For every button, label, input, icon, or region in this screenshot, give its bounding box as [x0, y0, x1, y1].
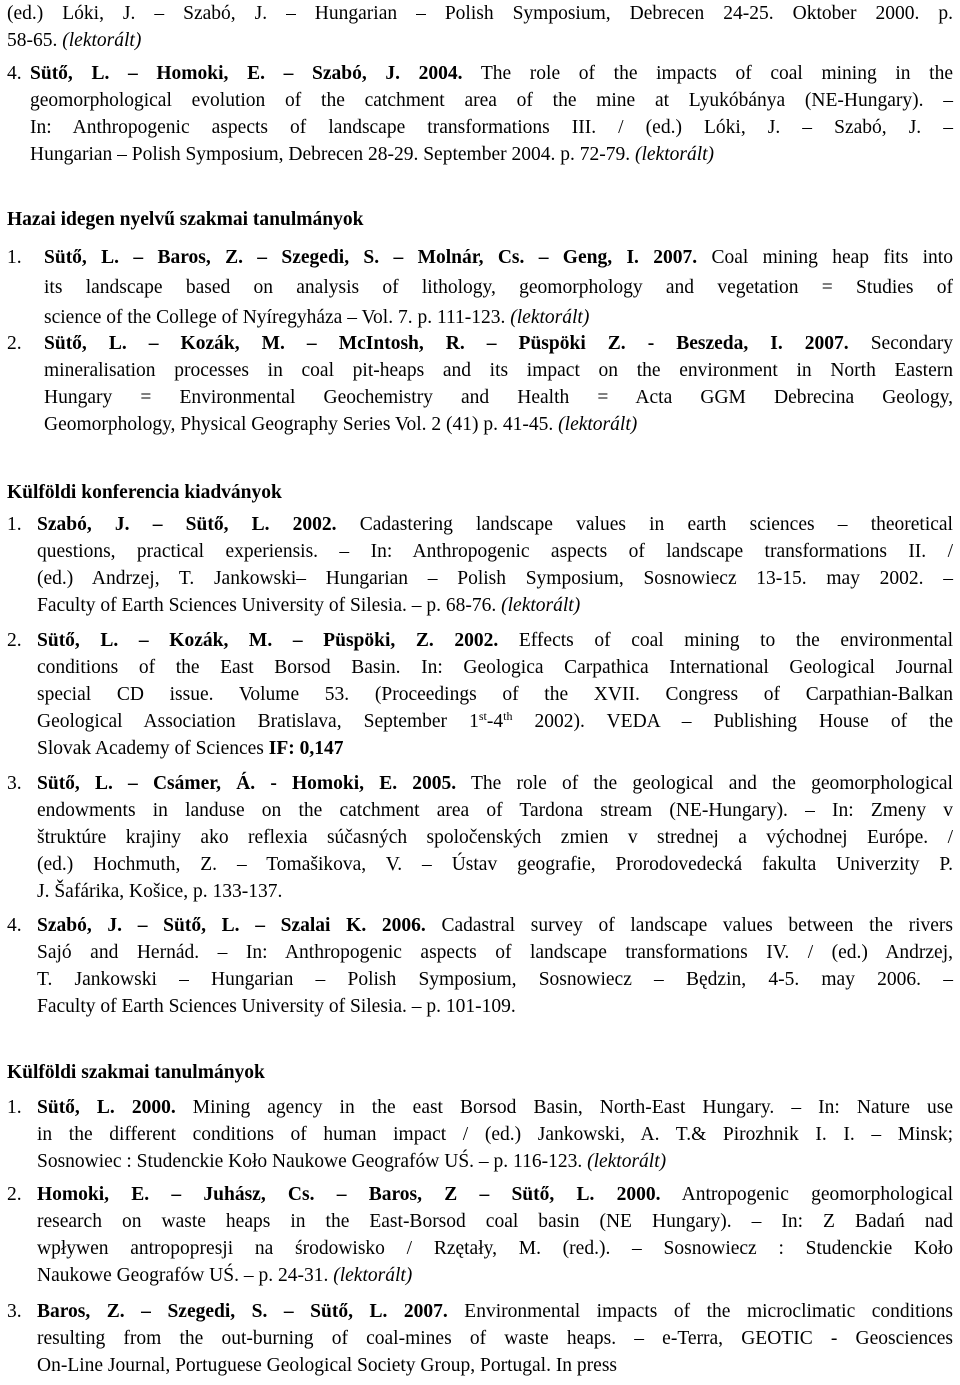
entry-authors: Sütő, L. 2000. — [37, 1097, 176, 1118]
text: Cadastral survey of landscape values between the rivers — [425, 915, 953, 936]
s1-item2-line-2: mineralisation processes in coal pit-heaps and its impact on the environment in North Eastern — [44, 360, 953, 381]
s2-item4-line-1 — [37, 916, 953, 936]
s1-item1-line-2: its landscape based on analysis of lithology, geomorphology and vegetation = Studies of — [44, 277, 953, 298]
text: Sosnowiec : Studenckie Koło Naukowe Geografów UŚ. – p. 116-123. — [37, 1151, 588, 1172]
s2-item3-line-3: štruktúre krajiny ako reflexia súčasných spoločenských zmien v strednej a východnej Európe. / — [37, 827, 953, 848]
s2-item3-line-1 — [37, 774, 953, 794]
s3-item2-line-1 — [37, 1185, 953, 1205]
s2-item1-line-4 — [37, 596, 580, 616]
text: Mining agency in the east Borsod Basin, North-East Hungary. – In: Nature use — [175, 1097, 953, 1118]
text: -4 — [486, 711, 504, 732]
impact-factor: IF: 0,147 — [268, 738, 344, 759]
s2-item2-line-2: conditions of the East Borsod Basin. In: Geologica Carpathica International Geological Journal — [37, 657, 953, 678]
section-heading: Külföldi szakmai tanulmányok — [7, 1062, 265, 1083]
entry-authors: Homoki, E. – Juhász, Cs. – Baros, Z – Sütő, L. 2000. — [37, 1184, 661, 1205]
entry-authors: Szabó, J. – Sütő, L. – Szalai K. 2006. — [37, 915, 426, 936]
entry-authors: Sütő, L. – Kozák, M. – Püspöki, Z. 2002. — [37, 630, 499, 651]
entry-authors: Sütő, L. – Csámer, Á. - Homoki, E. 2005. — [37, 773, 457, 794]
entry-number: 3. — [7, 1301, 22, 1322]
s3-item2-line-4 — [37, 1266, 412, 1286]
entry-authors: Sütő, L. – Baros, Z. – Szegedi, S. – Molnár, Cs. – Geng, I. 2007. — [44, 247, 698, 268]
reviewed-tag: (lektorált) — [634, 144, 715, 165]
reviewed-tag: (lektorált) — [62, 30, 142, 51]
section-heading: Hazai idegen nyelvű szakmai tanulmányok — [7, 209, 364, 230]
reviewed-tag: (lektorált) — [587, 1151, 667, 1172]
text: (ed.) Lóki, J. – Szabó, J. – Hungarian – Polish Symposium, Debrecen 24-25. Oktober 2000. p. — [7, 3, 953, 24]
s2-item2-line-4 — [37, 709, 953, 732]
s3-item3-line-2: resulting from the out-burning of coal-mines of waste heaps. – e-Terra, GEOTIC - Geosciences — [37, 1328, 953, 1349]
entry-number: 1. — [7, 1097, 22, 1118]
text: 2002). VEDA – Publishing House of the — [512, 711, 953, 732]
text: The role of the impacts of coal mining in the — [462, 63, 954, 84]
top-entry-line-2 — [7, 31, 141, 51]
entry-authors: Sütő, L. – Homoki, E. – Szabó, J. 2004. — [30, 63, 463, 84]
entry-number: 1. — [7, 514, 22, 535]
entry4-line-1 — [30, 64, 953, 84]
text: Hungarian – Polish Symposium, Debrecen 28-29. September 2004. p. 72-79. — [30, 144, 635, 165]
s2-item4-line-3: T. Jankowski – Hungarian – Polish Symposium, Sosnowiecz – Będzin, 4-5. may 2006. – — [37, 969, 953, 990]
entry-authors: Baros, Z. – Szegedi, S. – Sütő, L. 2007. — [37, 1301, 448, 1322]
text: Naukowe Geografów UŚ. – p. 24-31. — [37, 1265, 334, 1286]
text: science of the College of Nyíregyháza – Vol. 7. p. 111-123. — [44, 307, 511, 328]
text: Effects of coal mining to the environmental — [498, 630, 953, 651]
text: Antropogenic geomorphological — [660, 1184, 953, 1205]
s3-item3-line-1 — [37, 1302, 953, 1322]
s3-item2-line-2: research on waste heaps in the East-Borsod coal basin (NE Hungary). – In: Z Badań nad — [37, 1211, 953, 1232]
reviewed-tag: (lektorált) — [558, 414, 638, 435]
s1-item1-line-3 — [44, 308, 589, 328]
s1-item2-line-4 — [44, 415, 637, 435]
entry-number: 4. — [7, 915, 22, 936]
s1-item1-line-1 — [44, 248, 953, 268]
s3-item1-line-3 — [37, 1152, 666, 1172]
s2-item3-line-4: (ed.) Hochmuth, Z. – Tomašikova, V. – Ústav geografie, Prorodovedecká fakulta Univerzity P. — [37, 854, 953, 875]
entry-number: 4. — [7, 63, 22, 84]
superscript: th — [503, 709, 513, 723]
text: Environmental impacts of the microclimatic conditions — [447, 1301, 953, 1322]
superscript: st — [478, 709, 487, 723]
s2-item3-line-2: endowments in landuse on the catchment area of Tardona stream (NE-Hungary). – In: Zmeny v — [37, 800, 953, 821]
s3-item1-line-2: in the different conditions of human impact / (ed.) Jankowski, A. T.& Pirozhnik I. I. – Minsk; — [37, 1124, 953, 1145]
s1-item2-line-1 — [44, 334, 953, 354]
entry-number: 3. — [7, 773, 22, 794]
top-entry-line-1 — [7, 4, 953, 24]
reviewed-tag: (lektorált) — [501, 595, 581, 616]
text: Coal mining heap fits into — [697, 247, 953, 268]
text: Secondary — [848, 333, 953, 354]
text: Cadastering landscape values in earth sciences – theoretical — [336, 514, 953, 535]
reviewed-tag: (lektorált) — [333, 1265, 413, 1286]
entry-number: 2. — [7, 333, 22, 354]
entry-number: 1. — [7, 247, 22, 268]
entry-authors: Szabó, J. – Sütő, L. 2002. — [37, 514, 337, 535]
s2-item1-line-1 — [37, 515, 953, 535]
text: Slovak Academy of Sciences — [37, 738, 269, 759]
s2-item2-line-5 — [37, 739, 344, 759]
entry4-line-4 — [30, 145, 714, 165]
entry-authors: Sütő, L. – Kozák, M. – McIntosh, R. – Püspöki Z. - Beszeda, I. 2007. — [44, 333, 849, 354]
entry-number: 2. — [7, 630, 22, 651]
text: The role of the geological and the geomorphological — [456, 773, 953, 794]
entry4-line-3: In: Anthropogenic aspects of landscape transformations III. / (ed.) Lóki, J. – Szabó, J. – — [30, 117, 953, 138]
s3-item3-line-3: On-Line Journal, Portuguese Geological Society Group, Portugal. In press — [37, 1355, 618, 1376]
s2-item4-line-2: Sajó and Hernád. – In: Anthropogenic aspects of landscape transformations IV. / (ed.) Andrzej, — [37, 942, 953, 963]
s2-item2-line-3: special CD issue. Volume 53. (Proceedings of the XVII. Congress of Carpathian-Balkan — [37, 684, 953, 705]
text: Geomorphology, Physical Geography Series Vol. 2 (41) p. 41-45. — [44, 414, 559, 435]
s2-item4-line-4: Faculty of Earth Sciences University of Silesia. – p. 101-109. — [37, 996, 516, 1017]
entry4-line-2: geomorphological evolution of the catchment area of the mine at Lyukóbánya (NE-Hungary). – — [30, 90, 953, 111]
text: 58-65. — [7, 30, 63, 51]
text: Geological Association Bratislava, September 1 — [37, 711, 479, 732]
s3-item1-line-1 — [37, 1098, 953, 1118]
s2-item2-line-1 — [37, 631, 953, 651]
s2-item3-line-5: J. Šafárika, Košice, p. 133-137. — [37, 881, 283, 902]
s1-item2-line-3: Hungary = Environmental Geochemistry and Health = Acta GGM Debrecina Geology, — [44, 387, 953, 408]
entry-number: 2. — [7, 1184, 22, 1205]
s2-item1-line-3: (ed.) Andrzej, T. Jankowski– Hungarian – Polish Symposium, Sosnowiecz 13-15. may 2002. – — [37, 568, 953, 589]
section-heading: Külföldi konferencia kiadványok — [7, 482, 282, 503]
s2-item1-line-2: questions, practical experiensis. – In: Anthropogenic aspects of landscape transformations II. / — [37, 541, 953, 562]
s3-item2-line-3: wpływen antropopresji na środowisko / Rzętały, M. (red.). – Sosnowiecz : Studenckie Koło — [37, 1238, 953, 1259]
text: Faculty of Earth Sciences University of Silesia. – p. 68-76. — [37, 595, 502, 616]
reviewed-tag: (lektorált) — [510, 307, 590, 328]
